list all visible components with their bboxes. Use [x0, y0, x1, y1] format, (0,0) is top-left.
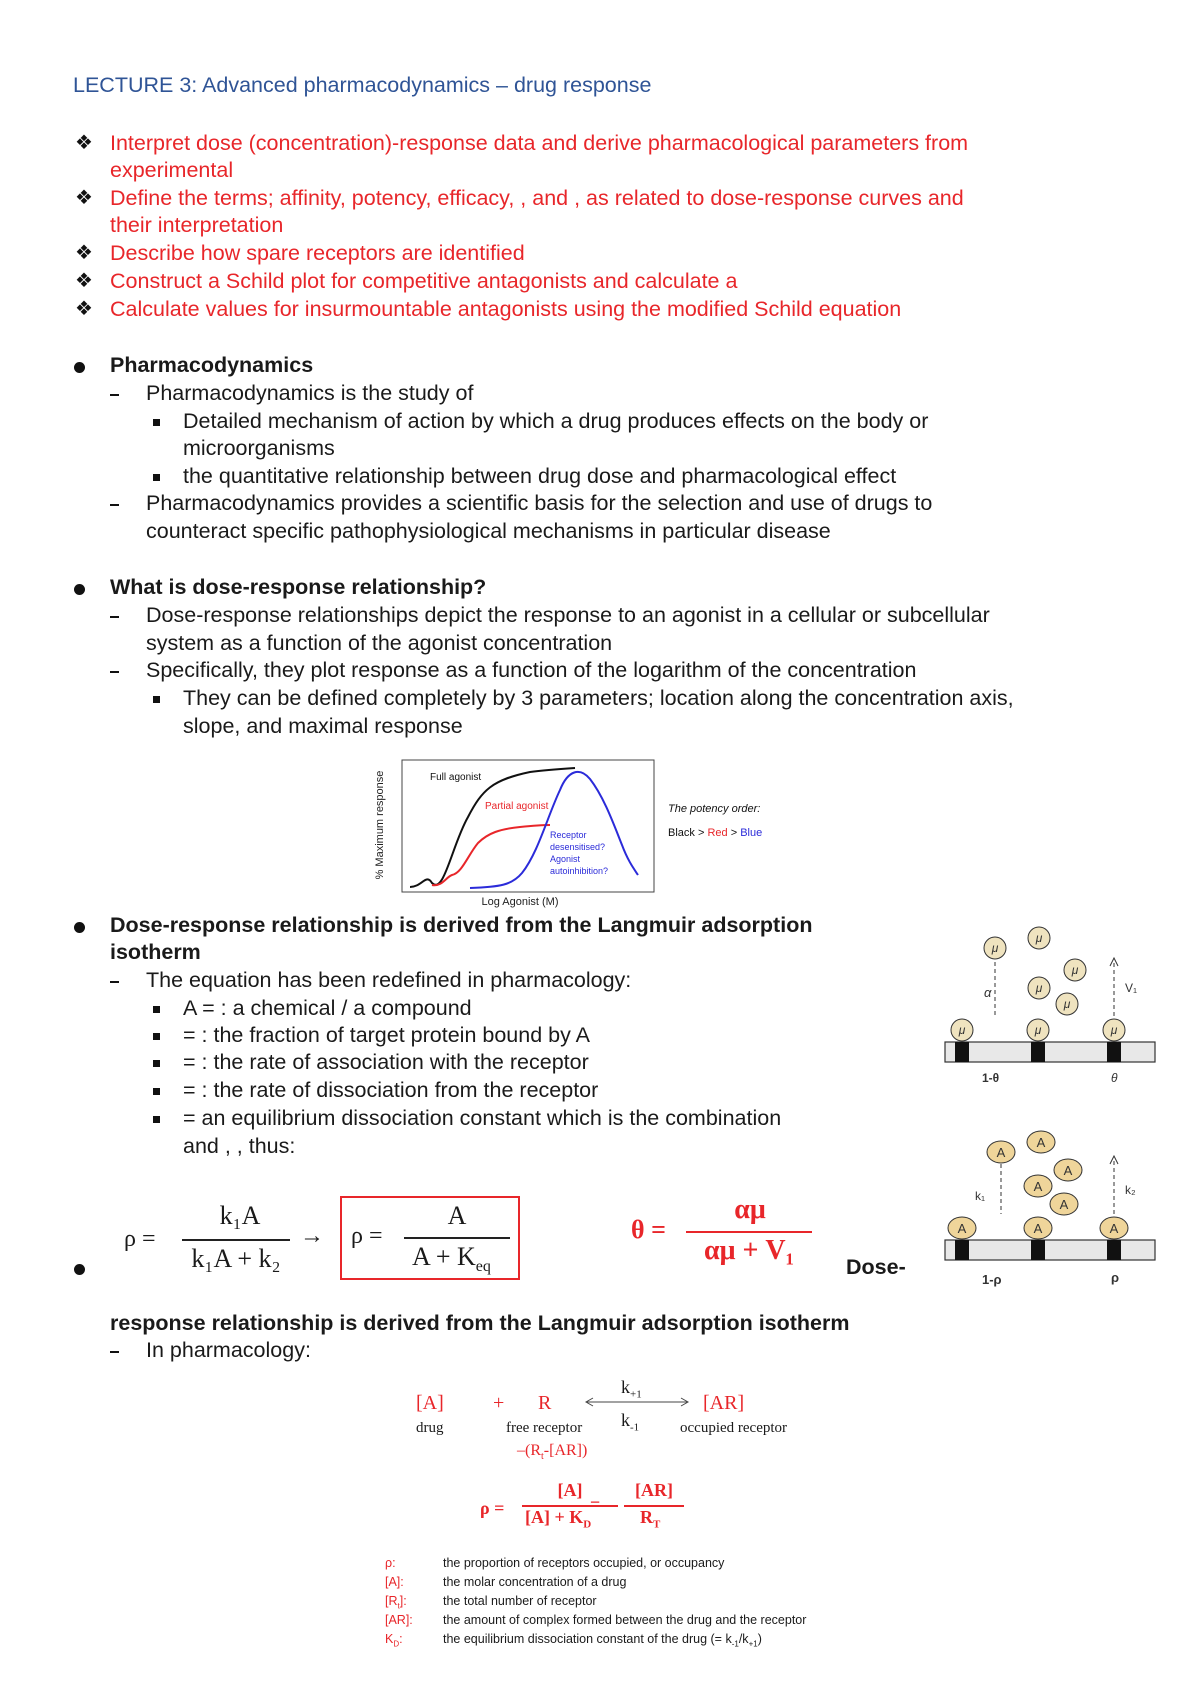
a-label: A [957, 1221, 967, 1236]
legend-description: the molar concentration of a drug [443, 1575, 627, 1589]
k-forward-main: k [621, 1377, 630, 1397]
eq1-numerator: k₁A [219, 1201, 261, 1230]
square-bullet-icon [153, 1060, 160, 1067]
occ-numerator1: [A] [557, 1480, 583, 1500]
potency-black: Black [668, 827, 695, 839]
free-receptor-label: free receptor [506, 1420, 583, 1436]
site-block [955, 1042, 969, 1062]
fraction-bar [686, 1231, 812, 1233]
sec4-dash: In pharmacology: [146, 1338, 311, 1362]
sec3-item-2: = : the fraction of target protein bound by A [183, 1023, 590, 1047]
surface-bar [945, 1240, 1155, 1260]
sec3-item-1: A = : a chemical / a compound [183, 996, 472, 1020]
dash-bullet-icon [110, 504, 119, 506]
mu-label: μ [1071, 963, 1079, 977]
k-forward-sub: +1 [630, 1388, 642, 1401]
a-label: A [1033, 1221, 1043, 1236]
occ-den1-main: [A] + K [525, 1507, 584, 1527]
eq1-lhs2: ρ = [351, 1223, 383, 1249]
objective-1: Interpret dose (concentration)-response data and derive pharmacological parameters from [110, 131, 969, 155]
diamond-bullet-icon: ❖ [75, 187, 93, 209]
site-block [1031, 1042, 1045, 1062]
sec1-dash2-cont: counteract specific pathophysiological mechanisms in particular disease [146, 519, 831, 543]
y-axis-label: % Maximum response [374, 770, 386, 880]
eq1-denominator: k₁A + k₂ [191, 1244, 281, 1273]
site-block [955, 1240, 969, 1260]
diamond-bullet-icon: ❖ [75, 132, 93, 154]
k2-label: k₂ [1125, 1183, 1136, 1197]
sec3-item-6: and , , thus: [183, 1134, 296, 1158]
mu-label: μ [1034, 1023, 1042, 1037]
dash-bullet-icon [110, 616, 119, 618]
sec2-dash2: Specifically, they plot response as a function of the logarithm of the concentration [146, 658, 917, 682]
square-bullet-icon [153, 419, 160, 426]
legend-description: the total number of receptor [443, 1594, 597, 1608]
sec1-dash1: Pharmacodynamics is the study of [146, 381, 474, 405]
legend-symbol: $K_D$: [385, 1632, 403, 1649]
dash-bullet-icon [110, 671, 119, 673]
alpha-label: α [984, 985, 992, 1000]
section-heading-langmuir-cont: isotherm [110, 940, 201, 964]
square-bullet-icon [153, 1116, 160, 1123]
label-partial-agonist: Partial agonist [485, 801, 549, 812]
plus-sign: + [493, 1392, 505, 1414]
a-label: A [996, 1145, 1006, 1160]
section-heading-langmuir: Dose-response relationship is derived from the Langmuir adsorption [110, 913, 813, 937]
square-bullet-icon [153, 1088, 160, 1095]
sec3-item-3: = : the rate of association with the receptor [183, 1050, 589, 1074]
sec2-dash1-cont: system as a function of the agonist concentration [146, 631, 613, 655]
site-block [1107, 1042, 1121, 1062]
objective-3: Describe how spare receptors are identified [110, 241, 525, 265]
label-blue-line3: Agonist [550, 854, 581, 864]
label-full-agonist: Full agonist [430, 772, 482, 783]
occupied-receptor-label: occupied receptor [680, 1420, 788, 1436]
fraction-bar [182, 1239, 290, 1241]
potency-red: Red [707, 827, 728, 839]
free-receptor-expression [517, 1442, 587, 1462]
sec1-sub1a-cont: microorganisms [183, 436, 335, 460]
legend-symbol: $[R_t]$: [385, 1594, 407, 1611]
page-title: LECTURE 3: Advanced pharmacodynamics – drug response [73, 73, 652, 97]
dash-bullet-icon [110, 394, 119, 396]
rho-label: ρ [1111, 1270, 1120, 1285]
section4-heading: response relationship is derived from the Langmuir adsorption isotherm [110, 1311, 850, 1335]
free-expr-main: –(R [517, 1442, 541, 1459]
section-heading-dose-response: What is dose-response relationship? [110, 575, 487, 599]
label-blue-line1: Receptor [550, 830, 587, 840]
occ-den2-main: R [640, 1507, 653, 1527]
dash-bullet-icon [110, 1351, 119, 1353]
potency-order [668, 827, 762, 839]
eq1-denominator2 [412, 1242, 491, 1276]
objective-1-cont: experimental [110, 158, 234, 182]
mu-label: μ [991, 941, 999, 955]
label-blue-line4: autoinhibition? [550, 866, 609, 876]
bullet-dot-icon [74, 362, 85, 373]
legend-symbol: ρ: [385, 1556, 396, 1570]
diamond-bullet-icon: ❖ [75, 270, 93, 292]
eq2-numerator: αμ [734, 1194, 766, 1225]
k-reverse-sub: -1 [630, 1421, 640, 1434]
occ-lhs: ρ = [480, 1498, 505, 1518]
free-expr-sub: t [541, 1451, 544, 1463]
x-axis-label: Log Agonist (M) [481, 896, 559, 908]
mu-label: μ [1035, 981, 1043, 995]
mu-label: μ [1063, 997, 1071, 1011]
theta-label: θ [1111, 1071, 1118, 1085]
k-reverse-main: k [621, 1410, 630, 1430]
label-blue-line2: desensitised? [550, 842, 606, 852]
arrow-right-icon: → [300, 1222, 324, 1249]
site-block [1031, 1240, 1045, 1260]
one-minus-theta-label: 1-θ [982, 1071, 1000, 1085]
eq1-den2-main: A + K [412, 1242, 476, 1271]
drug-label: drug [416, 1420, 444, 1436]
objective-5: Calculate values for insurmountable antagonists using the modified Schild equation [110, 297, 902, 321]
section-heading-pharmacodynamics: Pharmacodynamics [110, 353, 314, 377]
sec1-sub1b: the quantitative relationship between drug dose and pharmacological effect [183, 464, 897, 488]
complex-symbol: [AR] [703, 1392, 745, 1414]
drug-symbol: [A] [416, 1392, 444, 1414]
potency-blue: Blue [740, 827, 763, 839]
one-minus-rho-label: 1-ρ [982, 1272, 1002, 1287]
diamond-bullet-icon: ❖ [75, 298, 93, 320]
a-label: A [1063, 1163, 1073, 1178]
potency-sep1: > [694, 827, 708, 839]
square-bullet-icon [153, 1033, 160, 1040]
receptor-symbol: R [538, 1392, 552, 1414]
sec3-dash: The equation has been redefined in pharmacology: [146, 968, 632, 992]
k1-label: k₁ [975, 1189, 986, 1203]
bullet-dot-icon [74, 584, 85, 595]
sec2-sub-cont: slope, and maximal response [183, 714, 463, 738]
legend-description: the proportion of receptors occupied, or occupancy [443, 1556, 725, 1570]
sec1-sub1a: Detailed mechanism of action by which a drug produces effects on the body or [183, 409, 929, 433]
occ-den2-sub: T [653, 1518, 661, 1531]
potency-title: The potency order: [668, 803, 761, 815]
legend-description: the equilibrium dissociation constant of the drug (= $k_{-1}/k_{+1}$) [443, 1632, 762, 1649]
bullet-dot-icon [74, 1264, 85, 1275]
sec3-item-5: = an equilibrium dissociation constant which is the combination [183, 1106, 782, 1130]
k-reverse [621, 1410, 639, 1434]
occ-equals: = [590, 1494, 601, 1514]
v1-label: V₁ [1125, 981, 1138, 995]
a-label: A [1109, 1221, 1119, 1236]
occ-numerator2: [AR] [635, 1480, 673, 1500]
sec1-dash2: Pharmacodynamics provides a scientific basis for the selection and use of drugs to [146, 491, 933, 515]
eq2-denominator: αμ + V₁ [703, 1235, 795, 1266]
eq1-numerator2: A [447, 1201, 467, 1230]
sec2-sub: They can be defined completely by 3 parameters; location along the concentration axis, [183, 686, 1014, 710]
diamond-bullet-icon: ❖ [75, 242, 93, 264]
objective-4: Construct a Schild plot for competitive antagonists and calculate a [110, 269, 738, 293]
sec3-item-4: = : the rate of dissociation from the receptor [183, 1078, 599, 1102]
a-label: A [1033, 1179, 1043, 1194]
eq2-lhs: θ = [631, 1215, 666, 1244]
square-bullet-icon [153, 696, 160, 703]
surface-bar [945, 1042, 1155, 1062]
legend-description: the amount of complex formed between the drug and the receptor [443, 1613, 807, 1627]
objective-2: Define the terms; affinity, potency, efficacy, , and , as related to dose-response curves and [110, 186, 964, 210]
site-block [1107, 1240, 1121, 1260]
occ-denominator1 [525, 1507, 591, 1531]
fraction-bar [404, 1237, 510, 1239]
eq1-lhs: ρ = [124, 1226, 156, 1252]
a-label: A [1036, 1135, 1046, 1150]
mu-label: μ [1110, 1023, 1118, 1037]
sec2-dash1: Dose-response relationships depict the response to an agonist in a cellular or subcellular [146, 603, 990, 627]
mu-label: μ [1035, 931, 1043, 945]
objective-2-cont: their interpretation [110, 213, 284, 237]
legend-symbol: [AR]: [385, 1613, 413, 1627]
adsorption-a-figure [935, 1112, 1170, 1292]
bullet-dot-icon [74, 922, 85, 933]
a-label: A [1059, 1197, 1069, 1212]
free-expr-end: -[AR]) [543, 1442, 588, 1459]
potency-sep2: > [727, 827, 741, 839]
occ-den1-sub: D [583, 1518, 592, 1531]
mu-label: μ [958, 1023, 966, 1037]
square-bullet-icon [153, 474, 160, 481]
adsorption-mu-figure [935, 920, 1170, 1100]
square-bullet-icon [153, 1006, 160, 1013]
eq1-den2-sub: eq [475, 1258, 491, 1276]
occ-denominator2 [640, 1507, 660, 1531]
section4-heading-tail: Dose- [846, 1255, 906, 1279]
legend-symbol: [A]: [385, 1575, 404, 1589]
dose-response-chart [360, 745, 780, 920]
dash-bullet-icon [110, 981, 119, 983]
